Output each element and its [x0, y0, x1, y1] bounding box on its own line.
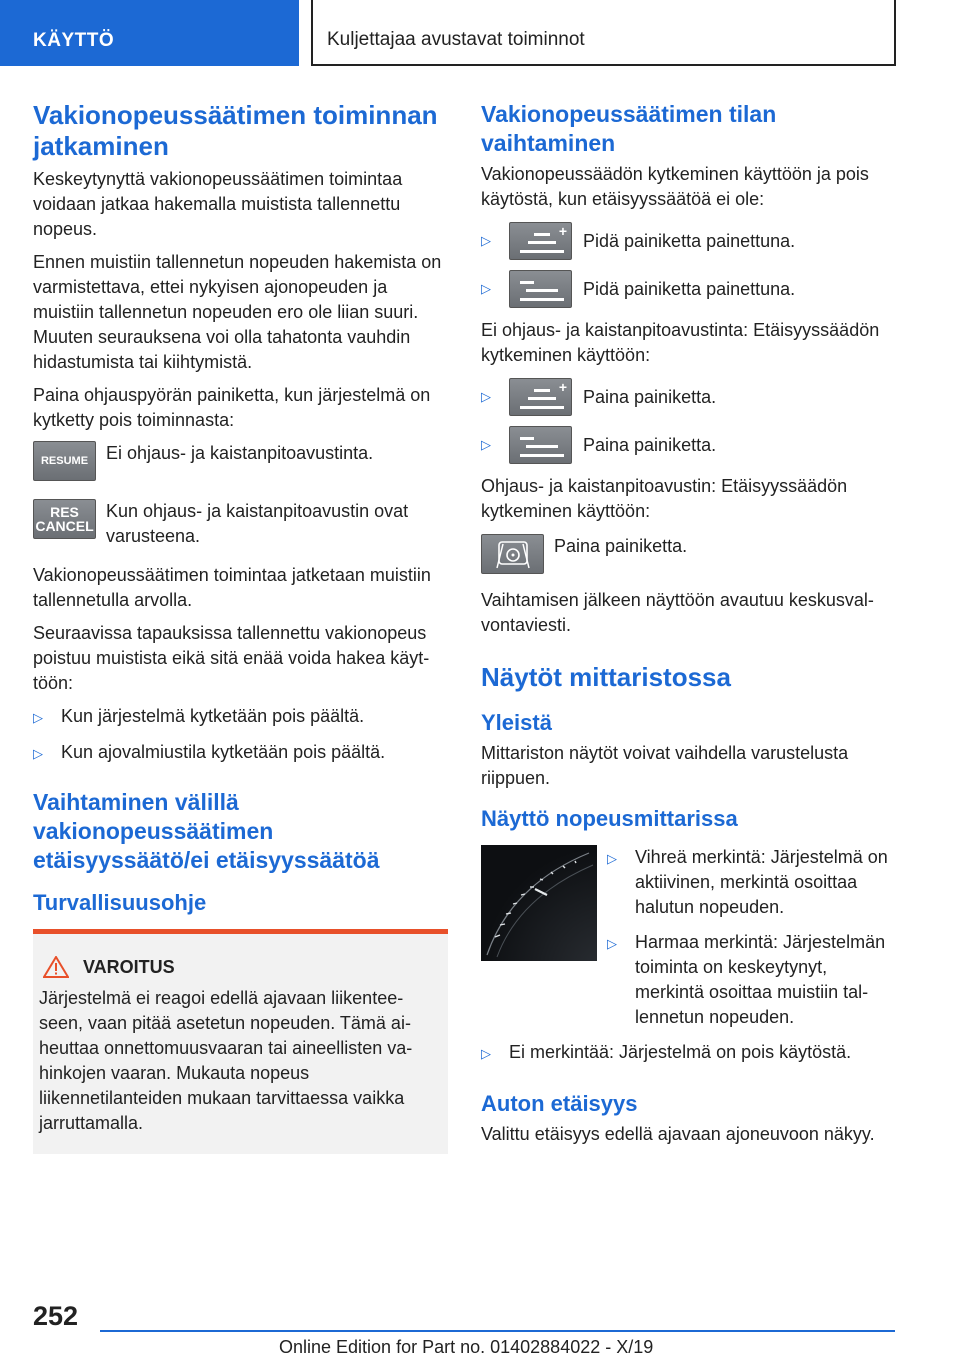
list-item: ▷ Ei merkintää: Järjestelmä on pois käytöstä. [481, 1040, 901, 1066]
rescancel-button-text: Kun ohjaus- ja kaistanpitoavustin ovat varusteena. [106, 501, 409, 546]
rescancel-label-2: CANCEL [35, 518, 94, 534]
chapter-label: Kuljettajaa avustavat toiminnot [327, 29, 585, 50]
warning-box [33, 929, 448, 1154]
resume-button-text: Ei ohjaus- ja kaistanpitoavustinta. [106, 443, 374, 463]
paragraph: Valittu etäisyys edellä ajavaan ajoneuvoon näkyy. [481, 1124, 875, 1144]
triangle-bullet-icon: ▷ [33, 746, 43, 761]
page-number: 252 [33, 1301, 79, 1331]
triangle-bullet-icon: ▷ [607, 936, 617, 951]
list-item: ▷ Paina painiketta. [481, 426, 901, 464]
list-item: ▷ Kun järjestelmä kytketään pois päältä. [33, 704, 448, 730]
distance-minus-button-icon [509, 270, 572, 308]
warning-triangle-icon [43, 956, 69, 978]
list-item: ▷ + Pidä painiketta painettuna. [481, 222, 901, 260]
page-header [0, 0, 960, 66]
heading-switch: Vaihtaminen välillä vakionopeussäätimen etäisyyssäätö/ei etäisyyssäätöä [33, 789, 380, 873]
rescancel-label-1: RES [50, 504, 79, 520]
triangle-bullet-icon: ▷ [607, 851, 617, 866]
triangle-bullet-icon: ▷ [481, 389, 491, 404]
list-item: ▷ Kun ajovalmiustila kytketään pois päältä. [33, 740, 448, 766]
left-column [33, 100, 448, 1154]
distance-plus-button-icon: + [509, 222, 572, 260]
resume-button-row [33, 441, 448, 481]
paragraph: Seuraavissa tapauksissa tallennettu vakionopeus poistuu muistista eikä sitä enää voida hakea käyttöön: [33, 623, 430, 693]
paragraph: Ei ohjaus- ja kaistanpitoavustinta: Etäisyyssäädön kytkeminen käyttöön: [481, 320, 880, 365]
heading-speedometer: Näyttö nopeusmittarissa [481, 806, 738, 831]
triangle-bullet-icon: ▷ [481, 437, 491, 452]
paragraph: Vakionopeussäädön kytkeminen käyttöön ja pois käytöstä, kun etäisyyssäätöä ei ole: [481, 164, 869, 209]
steering-assist-button-icon [481, 534, 544, 574]
triangle-bullet-icon: ▷ [481, 281, 491, 296]
list-item: ▷ Harmaa merkintä: Järjestelmän toiminta on keskeytynyt, merkintä osoittaa muistiin tallennetun nopeuden. [607, 932, 886, 1027]
heading-safety: Turvallisuusohje [33, 890, 207, 915]
distance-minus-button-icon [509, 426, 572, 464]
section-tab [0, 0, 299, 66]
speedometer-section [481, 845, 901, 1040]
list-item: ▷ Vihreä merkintä: Järjestelmä on aktiivinen, merkintä osoittaa halutun nopeuden. [607, 847, 888, 917]
triangle-bullet-icon: ▷ [33, 710, 43, 725]
triangle-bullet-icon: ▷ [481, 233, 491, 248]
edition-text: Online Edition for Part no. 01402884022 - X/19 [279, 1337, 654, 1357]
heading-resume: Vakionopeussäätimen toiminnan jatkaminen [33, 100, 438, 161]
warning-text: Järjestelmä ei reagoi edellä ajavaan liikenteeseen, vaan pitää asetetun nopeuden. Tämä aiheuttaa onnettomuusvaaran tai aineellisten vahinkojen vaaran. Mukauta nopeus liikennetilanteiden mukaan tarvittaessa vaikka jarruttamalla. [39, 988, 413, 1133]
paragraph: Mittariston näytöt voivat vaihdella varustelusta riippuen. [481, 743, 849, 788]
paragraph: Ennen muistiin tallennetun nopeuden hakemista on varmistettava, ettei nykyisen ajonopeuden ja muistiin tallennetun nopeuden ero ole liian suuri. Muuten seurauksena voi olla tahatonta vauhdin hidastumista tai kiihtymistä. [33, 252, 442, 372]
list-item: ▷ Pidä painiketta painettuna. [481, 270, 901, 308]
paragraph: Paina ohjauspyörän painiketta, kun järjestelmä on kytketty pois toiminnasta: [33, 385, 431, 430]
chapter-box [311, 0, 896, 66]
warning-title-row [39, 956, 440, 978]
resume-button-label: RESUME [40, 455, 89, 467]
heading-distance: Auton etäisyys [481, 1091, 638, 1116]
paragraph: Ohjaus- ja kaistanpitoavustin: Etäisyyssäädön kytkeminen käyttöön: [481, 476, 848, 521]
section-label: KÄYTTÖ [33, 30, 115, 51]
speedometer-list [597, 845, 901, 1040]
rescancel-button-row [33, 499, 448, 549]
right-column [481, 100, 901, 1155]
paragraph: Keskeytynyttä vakionopeussäätimen toimintaa voidaan jatkaa hakemalla muistista tallennettu nopeus. [33, 169, 403, 239]
warning-title: VAROITUS [83, 956, 175, 977]
distance-plus-button-icon: + [509, 378, 572, 416]
triangle-bullet-icon: ▷ [481, 1046, 491, 1061]
list-item: ▷ + Paina painiketta. [481, 378, 901, 416]
heading-displays: Näytöt mittaristossa [481, 662, 731, 692]
heading-mode: Vakionopeussäätimen tilan vaihtaminen [481, 101, 777, 156]
assist-button-row: Paina painiketta. [481, 534, 901, 574]
rescancel-button-image [33, 499, 96, 539]
footer-divider [100, 1330, 895, 1332]
paragraph: Vaihtamisen jälkeen näyttöön avautuu keskusvalvontaviesti. [481, 590, 874, 635]
heading-general: Yleistä [481, 710, 552, 735]
speedometer-image [481, 845, 597, 961]
resume-button-image [33, 441, 96, 481]
paragraph: Vakionopeussäätimen toimintaa jatketaan muistiin tallennetulla arvolla. [33, 565, 431, 610]
